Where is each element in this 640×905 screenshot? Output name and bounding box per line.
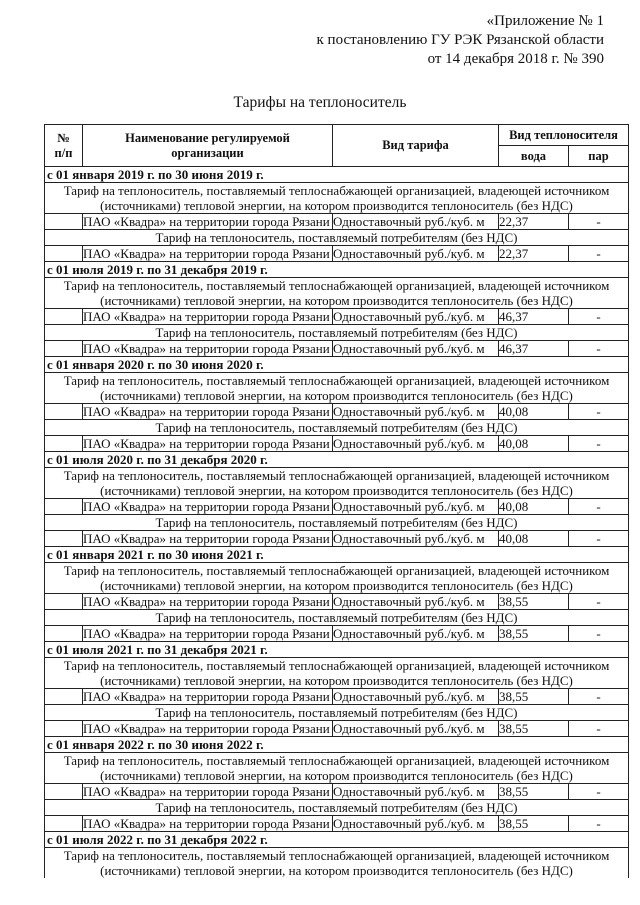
supplier-tariff-row bbox=[45, 594, 629, 610]
supplier-tariff-row bbox=[45, 499, 629, 515]
period-title: с 01 июля 2022 г. по 31 декабря 2022 г. bbox=[45, 832, 629, 848]
organization-name: ПАО «Квадра» на территории города Рязани bbox=[83, 309, 333, 325]
tariff-kind: Одноставочный руб./куб. м bbox=[333, 816, 499, 832]
organization-name: ПАО «Квадра» на территории города Рязани bbox=[83, 721, 333, 737]
consumer-tariff-caption-row bbox=[45, 230, 629, 246]
consumer-tariff-row bbox=[45, 341, 629, 357]
tariff-kind: Одноставочный руб./куб. м bbox=[333, 531, 499, 547]
period-row bbox=[45, 262, 629, 278]
tariff-table-body bbox=[45, 167, 629, 879]
organization-name: ПАО «Квадра» на территории города Рязани bbox=[83, 214, 333, 230]
period-title: с 01 января 2020 г. по 30 июня 2020 г. bbox=[45, 357, 629, 373]
steam-tariff-value: - bbox=[569, 721, 629, 737]
consumer-tariff-caption: Тариф на теплоноситель, поставляемый потребителям (без НДС) bbox=[45, 800, 629, 816]
row-number-cell bbox=[45, 594, 83, 610]
resolution-reference: к постановлению ГУ РЭК Рязанской области bbox=[316, 32, 604, 48]
supplier-tariff-caption: Тариф на теплоноситель, поставляемый теплоснабжающей организацией, владеющей источником (источниками) тепловой энергии, на котором производится теплоноситель (без НДС) bbox=[45, 658, 629, 689]
col-org-header bbox=[83, 125, 333, 167]
organization-name: ПАО «Квадра» на территории города Рязани bbox=[83, 246, 333, 262]
tariff-kind: Одноставочный руб./куб. м bbox=[333, 404, 499, 420]
tariff-kind: Одноставочный руб./куб. м bbox=[333, 246, 499, 262]
consumer-tariff-row bbox=[45, 816, 629, 832]
period-title: с 01 июля 2020 г. по 31 декабря 2020 г. bbox=[45, 452, 629, 468]
document-header bbox=[317, 12, 604, 69]
supplier-tariff-row bbox=[45, 784, 629, 800]
water-tariff-value: 38,55 bbox=[499, 816, 569, 832]
row-number-cell bbox=[45, 784, 83, 800]
appendix-label: «Приложение № 1 bbox=[486, 13, 604, 29]
col-number-label: № п/п bbox=[54, 130, 73, 160]
organization-name: ПАО «Квадра» на территории города Рязани bbox=[83, 341, 333, 357]
water-tariff-value: 46,37 bbox=[499, 309, 569, 325]
row-number-cell bbox=[45, 689, 83, 705]
steam-tariff-value: - bbox=[569, 499, 629, 515]
row-number-cell bbox=[45, 341, 83, 357]
row-number-cell bbox=[45, 499, 83, 515]
water-tariff-value: 22,37 bbox=[499, 246, 569, 262]
col-kind-header: Вид тарифа bbox=[333, 125, 499, 167]
page-title: Тарифы на теплоноситель bbox=[233, 94, 407, 111]
water-tariff-value: 40,08 bbox=[499, 436, 569, 452]
period-title: с 01 января 2022 г. по 30 июня 2022 г. bbox=[45, 737, 629, 753]
water-tariff-value: 22,37 bbox=[499, 214, 569, 230]
water-tariff-value: 38,55 bbox=[499, 594, 569, 610]
supplier-tariff-caption: Тариф на теплоноситель, поставляемый теплоснабжающей организацией, владеющей источником (источниками) тепловой энергии, на котором производится теплоноситель (без НДС) bbox=[45, 278, 629, 309]
steam-tariff-value: - bbox=[569, 214, 629, 230]
tariff-kind: Одноставочный руб./куб. м bbox=[333, 689, 499, 705]
consumer-tariff-caption: Тариф на теплоноситель, поставляемый потребителям (без НДС) bbox=[45, 705, 629, 721]
col-org-label: Наименование регулируемой организации bbox=[125, 130, 290, 160]
period-row bbox=[45, 167, 629, 183]
supplier-tariff-caption: Тариф на теплоноситель, поставляемый теплоснабжающей организацией, владеющей источником (источниками) тепловой энергии, на котором производится теплоноситель (без НДС) bbox=[45, 563, 629, 594]
steam-tariff-value: - bbox=[569, 341, 629, 357]
steam-tariff-value: - bbox=[569, 784, 629, 800]
period-row bbox=[45, 357, 629, 373]
period-title: с 01 июля 2021 г. по 31 декабря 2021 г. bbox=[45, 642, 629, 658]
water-tariff-value: 40,08 bbox=[499, 499, 569, 515]
consumer-tariff-caption: Тариф на теплоноситель, поставляемый потребителям (без НДС) bbox=[45, 325, 629, 341]
supplier-tariff-caption-row bbox=[45, 848, 629, 879]
tariff-kind: Одноставочный руб./куб. м bbox=[333, 309, 499, 325]
water-tariff-value: 38,55 bbox=[499, 784, 569, 800]
steam-tariff-value: - bbox=[569, 689, 629, 705]
consumer-tariff-caption-row bbox=[45, 800, 629, 816]
row-number-cell bbox=[45, 246, 83, 262]
tariff-table bbox=[44, 124, 629, 878]
supplier-tariff-caption-row bbox=[45, 468, 629, 499]
organization-name: ПАО «Квадра» на территории города Рязани bbox=[83, 531, 333, 547]
supplier-tariff-caption: Тариф на теплоноситель, поставляемый теплоснабжающей организацией, владеющей источником (источниками) тепловой энергии, на котором производится теплоноситель (без НДС) bbox=[45, 468, 629, 499]
tariff-kind: Одноставочный руб./куб. м bbox=[333, 784, 499, 800]
water-tariff-value: 38,55 bbox=[499, 721, 569, 737]
row-number-cell bbox=[45, 721, 83, 737]
water-tariff-value: 40,08 bbox=[499, 404, 569, 420]
supplier-tariff-caption-row bbox=[45, 183, 629, 214]
tariff-kind: Одноставочный руб./куб. м bbox=[333, 721, 499, 737]
water-tariff-value: 40,08 bbox=[499, 531, 569, 547]
consumer-tariff-row bbox=[45, 531, 629, 547]
col-carrier-header: Вид теплоносителя bbox=[499, 125, 629, 146]
steam-tariff-value: - bbox=[569, 404, 629, 420]
row-number-cell bbox=[45, 816, 83, 832]
consumer-tariff-row bbox=[45, 436, 629, 452]
consumer-tariff-caption-row bbox=[45, 515, 629, 531]
tariff-kind: Одноставочный руб./куб. м bbox=[333, 341, 499, 357]
consumer-tariff-row bbox=[45, 246, 629, 262]
row-number-cell bbox=[45, 531, 83, 547]
water-tariff-value: 38,55 bbox=[499, 626, 569, 642]
consumer-tariff-caption-row bbox=[45, 610, 629, 626]
supplier-tariff-caption-row bbox=[45, 373, 629, 404]
steam-tariff-value: - bbox=[569, 309, 629, 325]
period-row bbox=[45, 452, 629, 468]
resolution-date: от 14 декабря 2018 г. № 390 bbox=[427, 51, 604, 67]
supplier-tariff-row bbox=[45, 309, 629, 325]
supplier-tariff-caption-row bbox=[45, 658, 629, 689]
organization-name: ПАО «Квадра» на территории города Рязани bbox=[83, 436, 333, 452]
col-number-header bbox=[45, 125, 83, 167]
row-number-cell bbox=[45, 214, 83, 230]
consumer-tariff-row bbox=[45, 626, 629, 642]
supplier-tariff-caption: Тариф на теплоноситель, поставляемый теплоснабжающей организацией, владеющей источником (источниками) тепловой энергии, на котором производится теплоноситель (без НДС) bbox=[45, 753, 629, 784]
organization-name: ПАО «Квадра» на территории города Рязани bbox=[83, 784, 333, 800]
steam-tariff-value: - bbox=[569, 436, 629, 452]
period-title: с 01 июля 2019 г. по 31 декабря 2019 г. bbox=[45, 262, 629, 278]
organization-name: ПАО «Квадра» на территории города Рязани bbox=[83, 816, 333, 832]
col-water-header: вода bbox=[499, 146, 569, 167]
period-row bbox=[45, 737, 629, 753]
tariff-kind: Одноставочный руб./куб. м bbox=[333, 499, 499, 515]
supplier-tariff-caption: Тариф на теплоноситель, поставляемый теплоснабжающей организацией, владеющей источником (источниками) тепловой энергии, на котором производится теплоноситель (без НДС) bbox=[45, 373, 629, 404]
consumer-tariff-caption-row bbox=[45, 420, 629, 436]
water-tariff-value: 46,37 bbox=[499, 341, 569, 357]
supplier-tariff-caption: Тариф на теплоноситель, поставляемый теплоснабжающей организацией, владеющей источником (источниками) тепловой энергии, на котором производится теплоноситель (без НДС) bbox=[45, 848, 629, 879]
supplier-tariff-caption-row bbox=[45, 563, 629, 594]
tariff-kind: Одноставочный руб./куб. м bbox=[333, 214, 499, 230]
tariff-kind: Одноставочный руб./куб. м bbox=[333, 594, 499, 610]
organization-name: ПАО «Квадра» на территории города Рязани bbox=[83, 594, 333, 610]
organization-name: ПАО «Квадра» на территории города Рязани bbox=[83, 499, 333, 515]
consumer-tariff-caption: Тариф на теплоноситель, поставляемый потребителям (без НДС) bbox=[45, 420, 629, 436]
supplier-tariff-row bbox=[45, 214, 629, 230]
consumer-tariff-caption-row bbox=[45, 705, 629, 721]
period-row bbox=[45, 832, 629, 848]
steam-tariff-value: - bbox=[569, 246, 629, 262]
consumer-tariff-caption: Тариф на теплоноситель, поставляемый потребителям (без НДС) bbox=[45, 515, 629, 531]
consumer-tariff-row bbox=[45, 721, 629, 737]
row-number-cell bbox=[45, 626, 83, 642]
steam-tariff-value: - bbox=[569, 531, 629, 547]
consumer-tariff-caption: Тариф на теплоноситель, поставляемый потребителям (без НДС) bbox=[45, 610, 629, 626]
steam-tariff-value: - bbox=[569, 626, 629, 642]
period-row bbox=[45, 642, 629, 658]
row-number-cell bbox=[45, 404, 83, 420]
organization-name: ПАО «Квадра» на территории города Рязани bbox=[83, 626, 333, 642]
period-title: с 01 января 2019 г. по 30 июня 2019 г. bbox=[45, 167, 629, 183]
supplier-tariff-caption: Тариф на теплоноситель, поставляемый теплоснабжающей организацией, владеющей источником (источниками) тепловой энергии, на котором производится теплоноситель (без НДС) bbox=[45, 183, 629, 214]
organization-name: ПАО «Квадра» на территории города Рязани bbox=[83, 404, 333, 420]
steam-tariff-value: - bbox=[569, 816, 629, 832]
row-number-cell bbox=[45, 436, 83, 452]
row-number-cell bbox=[45, 309, 83, 325]
period-row bbox=[45, 547, 629, 563]
consumer-tariff-caption-row bbox=[45, 325, 629, 341]
supplier-tariff-row bbox=[45, 689, 629, 705]
organization-name: ПАО «Квадра» на территории города Рязани bbox=[83, 689, 333, 705]
water-tariff-value: 38,55 bbox=[499, 689, 569, 705]
period-title: с 01 января 2021 г. по 30 июня 2021 г. bbox=[45, 547, 629, 563]
tariff-kind: Одноставочный руб./куб. м bbox=[333, 626, 499, 642]
steam-tariff-value: - bbox=[569, 594, 629, 610]
supplier-tariff-caption-row bbox=[45, 278, 629, 309]
tariff-kind: Одноставочный руб./куб. м bbox=[333, 436, 499, 452]
consumer-tariff-caption: Тариф на теплоноситель, поставляемый потребителям (без НДС) bbox=[45, 230, 629, 246]
supplier-tariff-row bbox=[45, 404, 629, 420]
supplier-tariff-caption-row bbox=[45, 753, 629, 784]
col-steam-header: пар bbox=[569, 146, 629, 167]
